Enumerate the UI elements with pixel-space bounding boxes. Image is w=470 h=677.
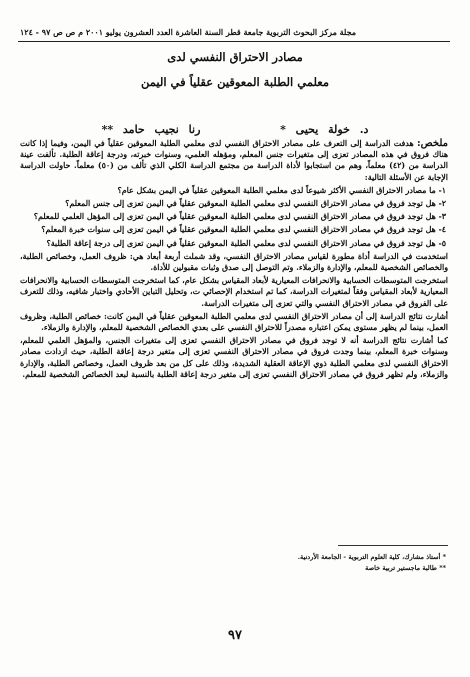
abstract-intro-paragraph xyxy=(20,138,448,183)
title-line-2: معلمي الطلبة المعوقين عقلياً في اليمن xyxy=(140,75,329,89)
footnote-2: ** طالبة ماجستير تربية خاصة xyxy=(365,564,446,572)
abstract-body xyxy=(20,138,448,557)
author-1: د. خولة يحيى * xyxy=(280,123,369,136)
question-1: ١- ما مصادر الاحتراق النفسي الأكثر شيوعاً لدى معلمي الطلبة المعوقين عقلياً في اليمن بشكل عام؟ xyxy=(117,185,446,195)
abstract-intro: هدفت الدراسة إلى التعرف على مصادر الاحتراق النفسي لدى معلمي الطلبة المعوقين عقلياً في اليمن، وفيما إذا كانت هناك فروق في هذه المصادر تعزى إلى متغيرات جنس المعلم، ومؤهله العلمي، وسنوات خبرته، ودرجة إعاقة الطلبة. تألفت عينة الدراسة من (٤٢) معلماً، وهم من استجابوا لأداة الدراسة من مجتمع الدراسة الكلي الذي تألف من (٥٠) معلماً. حاولت الدراسة الإجابة عن الأسئلة التالية: xyxy=(20,139,448,182)
question-5: ٥- هل توجد فروق في مصادر الاحتراق النفسي لدى معلمي الطلبة المعوقين عقلياً في اليمن تعزى إلى درجة إعاقة الطلبة؟ xyxy=(46,238,446,248)
question-3: ٣- هل توجد فروق في مصادر الاحتراق النفسي لدى معلمي الطلبة المعوقين عقلياً في اليمن تعزى إلى المؤهل العلمي للمعلم؟ xyxy=(33,212,446,222)
statistics-paragraph: استخرجت المتوسطات الحسابية والانحرافات المعيارية لأبعاد المقياس بشكل عام، كما استخرجت المتوسطات الحسابية والانحرافات المعيارية لأبعاد المقياس وفقاً لمتغيرات الدراسة، كما تم استخدام الإحصائي ت، وتحليل التباين الأحادي واختبار شافيه، وذلك للتعرف على الفروق في مصادر الاحتراق النفسي والتي تعزى إلى متغيرات الدراسة. xyxy=(20,276,448,308)
journal-header: مجلة مركز البحوث التربوية جامعة قطر السنة العاشرة العدد العشرون يوليو ٢٠٠١ م ص ص ٩٧ - ١٢٤ xyxy=(20,27,357,37)
question-2: ٢- هل توجد فروق في مصادر الاحتراق النفسي لدى معلمي الطلبة المعوقين عقلياً في اليمن تعزى إلى جنس المعلم؟ xyxy=(65,199,446,209)
abstract-label: ملخص: xyxy=(416,138,448,149)
results-paragraph-2: كما أشارت نتائج الدراسة أنه لا توجد فروق في مصادر الاحتراق النفسي تعزى إلى متغيرات الجنس، والمؤهل العلمي للمعلم، وسنوات خبرة المعلم، بينما وجدت فروق في مصادر الاحتراق النفسي تعزى إلى متغير درجة إعاقة الطلبة، حيث ازدادت مصادر الاحتراق النفسي لدى معلمي الطلبة ذوي الإعاقة العقلية الشديدة، وذلك على كل من بعد ظروف العمل، وخصائص الطلبة، والإدارة والزملاء، ولم تظهر فروق في مصادر الاحتراق النفسي تعزى إلى متغير درجة إعاقة الطلبة بالنسبة لبعد الخصائص الشخصية للمعلم. xyxy=(20,336,448,379)
question-4: ٤- هل توجد فروق في مصادر الاحتراق النفسي لدى معلمي الطلبة المعوقين عقلياً في اليمن تعزى إلى سنوات خبرة المعلم؟ xyxy=(41,225,446,235)
results-paragraph-1: أشارت نتائج الدراسة إلى أن مصادر الاحتراق النفسي لدى معلمي الطلبة المعوقين عقلياً في اليمن كانت: خصائص الطلبة، وظروف العمل، بينما لم يظهر مستوى يمكن اعتباره مصدراً للاحتراق النفسي على بعدي الخصائص الشخصية للمعلم، والإدارة والزملاء. xyxy=(20,311,448,333)
footnote-1: * أستاذ مشارك، كلية العلوم التربوية - الجامعة الأردنية. xyxy=(297,553,446,561)
header-divider xyxy=(18,41,450,42)
page-number: ٩٧ xyxy=(228,628,242,643)
footnotes xyxy=(298,552,446,574)
author-2: رنا نجيب حامد ** xyxy=(101,123,201,136)
title-line-1: مصادر الاحتراق النفسي لدى xyxy=(167,50,303,64)
footnote-divider xyxy=(338,545,448,546)
tool-paragraph: استخدمت في الدراسة أداة مطورة لقياس مصادر الاحتراق النفسي، وقد شملت أربعة أبعاد هي: ظروف العمل، وخصائص الطلبة، والخصائص الشخصية للمعلم، والإدارة والزملاء. وتم التوصل إلى صدق وثبات مقبولين للأداة. xyxy=(20,251,448,273)
authors-line xyxy=(0,123,470,136)
